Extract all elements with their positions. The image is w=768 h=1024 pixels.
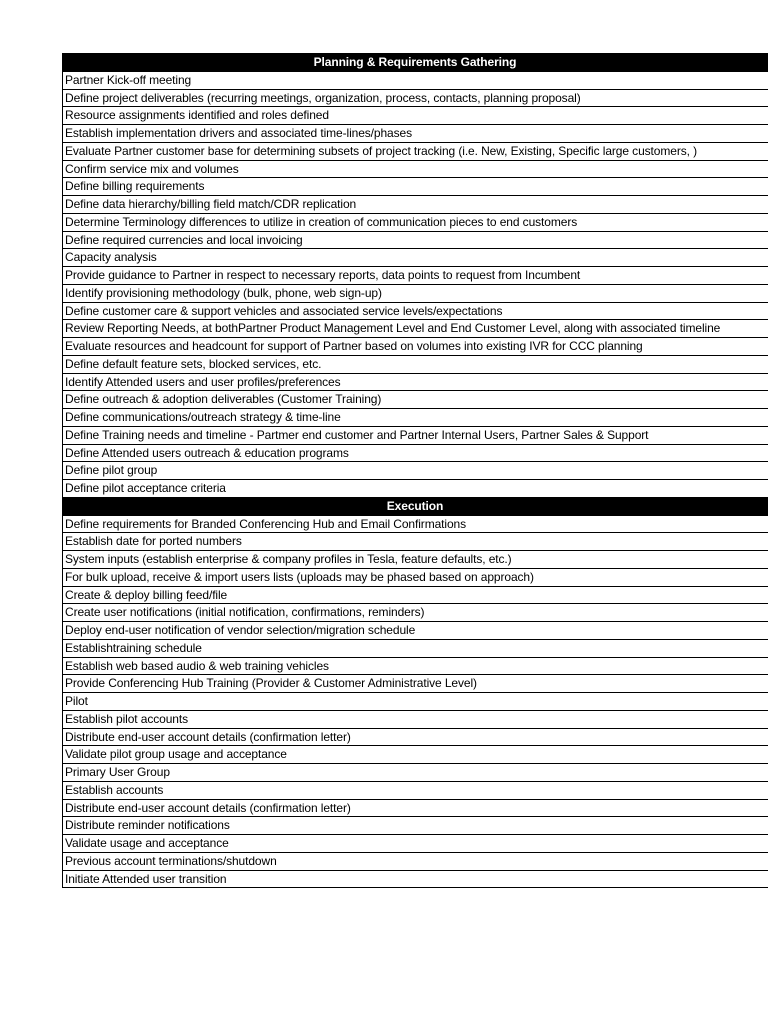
task-row: Confirm service mix and volumes: [63, 161, 768, 179]
task-row: Provide Conferencing Hub Training (Provider & Customer Administrative Level): [63, 675, 768, 693]
task-row: Distribute end-user account details (confirmation letter): [63, 800, 768, 818]
task-row: Primary User Group: [63, 764, 768, 782]
task-row: Define pilot group: [63, 462, 768, 480]
task-row: Partner Kick-off meeting: [63, 72, 768, 90]
task-row: Validate usage and acceptance: [63, 835, 768, 853]
task-row: Define required currencies and local invoicing: [63, 232, 768, 250]
task-row: Identify provisioning methodology (bulk, phone, web sign-up): [63, 285, 768, 303]
task-row: Create user notifications (initial notification, confirmations, reminders): [63, 604, 768, 622]
section-header-execution: Execution: [63, 498, 768, 516]
task-row: Create & deploy billing feed/file: [63, 587, 768, 605]
task-row: Define Training needs and timeline - Partmer end customer and Partner Internal Users, Partner Sales & Support: [63, 427, 768, 445]
task-row: Establish web based audio & web training vehicles: [63, 658, 768, 676]
task-row: Establish pilot accounts: [63, 711, 768, 729]
task-row: Define project deliverables (recurring meetings, organization, process, contacts, planning proposal): [63, 90, 768, 108]
task-row: Distribute end-user account details (confirmation letter): [63, 729, 768, 747]
task-row: Pilot: [63, 693, 768, 711]
task-row: Define default feature sets, blocked services, etc.: [63, 356, 768, 374]
task-row: Validate pilot group usage and acceptance: [63, 746, 768, 764]
task-row: Evaluate resources and headcount for support of Partner based on volumes into existing IVR for CCC planning: [63, 338, 768, 356]
task-row: Establish accounts: [63, 782, 768, 800]
task-row: Initiate Attended user transition: [63, 871, 768, 889]
task-row: Define requirements for Branded Conferencing Hub and Email Confirmations: [63, 516, 768, 534]
section-header-planning: Planning & Requirements Gathering: [63, 54, 768, 72]
task-sheet: [62, 53, 768, 888]
task-row: Review Reporting Needs, at bothPartner Product Management Level and End Customer Level, along with associated timeline: [63, 320, 768, 338]
task-row: Define outreach & adoption deliverables (Customer Training): [63, 391, 768, 409]
task-row: System inputs (establish enterprise & company profiles in Tesla, feature defaults, etc.): [63, 551, 768, 569]
task-row: Define Attended users outreach & education programs: [63, 445, 768, 463]
task-row: Evaluate Partner customer base for determining subsets of project tracking (i.e. New, Existing, Specific large customers, ): [63, 143, 768, 161]
task-row: Establish implementation drivers and associated time-lines/phases: [63, 125, 768, 143]
task-row: For bulk upload, receive & import users lists (uploads may be phased based on approach): [63, 569, 768, 587]
task-row: Provide guidance to Partner in respect to necessary reports, data points to request from Incumbent: [63, 267, 768, 285]
task-row: Establishtraining schedule: [63, 640, 768, 658]
task-row: Define billing requirements: [63, 178, 768, 196]
task-row: Define pilot acceptance criteria: [63, 480, 768, 498]
task-row: Establish date for ported numbers: [63, 533, 768, 551]
task-row: Identify Attended users and user profiles/preferences: [63, 374, 768, 392]
task-row: Capacity analysis: [63, 249, 768, 267]
task-row: Define data hierarchy/billing field match/CDR replication: [63, 196, 768, 214]
task-row: Define customer care & support vehicles and associated service levels/expectations: [63, 303, 768, 321]
task-row: Resource assignments identified and roles defined: [63, 107, 768, 125]
task-row: Distribute reminder notifications: [63, 817, 768, 835]
task-row: Deploy end-user notification of vendor selection/migration schedule: [63, 622, 768, 640]
task-row: Determine Terminology differences to utilize in creation of communication pieces to end customers: [63, 214, 768, 232]
task-row: Define communications/outreach strategy & time-line: [63, 409, 768, 427]
task-row: Previous account terminations/shutdown: [63, 853, 768, 871]
